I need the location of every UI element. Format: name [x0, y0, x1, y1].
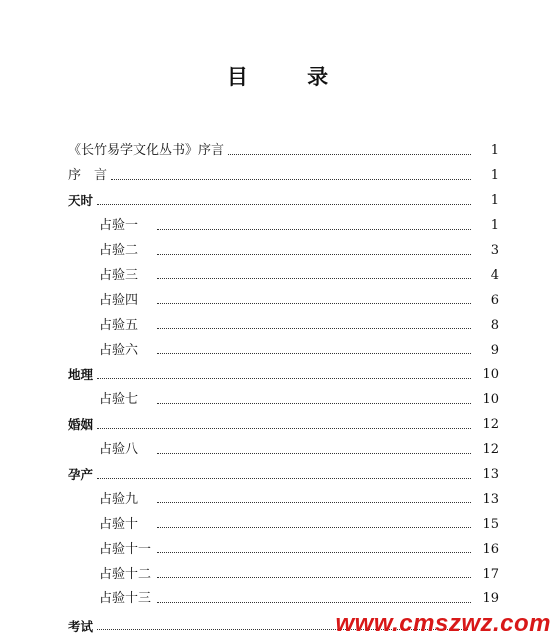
toc-page-number: 19 — [482, 591, 499, 607]
toc-entry-label: 占验十三 — [99, 591, 152, 607]
toc-entry-label: 占验一 — [99, 218, 139, 234]
toc-entry-label: 占验十 — [99, 516, 139, 532]
toc-section-entry[interactable] — [0, 363, 555, 388]
toc-page-number: 17 — [482, 566, 499, 582]
toc-page-number: 12 — [482, 442, 499, 458]
toc-subentry[interactable] — [0, 239, 555, 264]
toc-subentry[interactable] — [0, 537, 555, 562]
toc-leader-dots — [157, 278, 471, 279]
toc-leader-dots — [157, 229, 471, 230]
toc-subentry[interactable] — [0, 562, 555, 587]
toc-section-entry[interactable] — [0, 139, 555, 164]
toc-entry-label: 《长竹易学文化丛书》序言 — [68, 143, 225, 159]
toc-leader-dots — [157, 577, 471, 578]
toc-page-number: 3 — [490, 243, 499, 258]
toc-page-number: 13 — [482, 467, 499, 483]
toc-section-entry[interactable] — [0, 413, 555, 438]
toc-section-entry[interactable] — [0, 463, 555, 488]
toc-leader-dots — [157, 254, 471, 255]
page-title: 目 录 — [226, 65, 355, 89]
toc-section-entry[interactable] — [0, 189, 555, 214]
toc-subentry[interactable] — [0, 512, 555, 537]
toc-leader-dots — [157, 353, 471, 354]
toc-leader-dots — [157, 303, 471, 304]
watermark-logo: www.cmszwz.com — [335, 610, 551, 637]
toc-entry-label: 占验二 — [99, 243, 139, 258]
toc-page-number: 1 — [490, 143, 499, 159]
toc-entry-label: 占验八 — [99, 442, 139, 458]
toc-page-number: 15 — [482, 516, 499, 532]
toc-entry-label: 占验五 — [99, 317, 139, 333]
toc-entry-label: 占验九 — [99, 491, 139, 507]
toc-page-number: 12 — [482, 417, 499, 433]
toc-leader-dots — [97, 428, 471, 429]
toc-subentry[interactable] — [0, 438, 555, 463]
toc-leader-dots — [157, 602, 471, 603]
toc-leader-dots — [157, 453, 471, 454]
toc-entry-label: 占验七 — [99, 392, 139, 408]
toc-page-number: 4 — [490, 267, 499, 283]
toc-leader-dots — [111, 179, 471, 180]
toc-entry-label: 天时 — [68, 193, 94, 209]
toc-entry-label: 占验四 — [99, 292, 139, 308]
toc-subentry[interactable] — [0, 338, 555, 363]
toc-leader-dots — [97, 378, 471, 379]
toc-leader-dots — [97, 478, 471, 479]
toc-entry-label: 孕产 — [68, 467, 94, 483]
toc-page-number: 16 — [482, 541, 499, 557]
toc-leader-dots — [157, 403, 471, 404]
toc-leader-dots — [157, 527, 471, 528]
toc-entry-label: 占验六 — [99, 342, 139, 358]
toc-page-number: 6 — [490, 292, 499, 308]
toc-page-number: 9 — [490, 342, 499, 358]
table-of-contents — [0, 139, 555, 612]
toc-page-number: 10 — [482, 367, 499, 383]
toc-subentry[interactable] — [0, 313, 555, 338]
toc-subentry[interactable] — [0, 388, 555, 413]
toc-leader-dots — [228, 154, 471, 155]
toc-entry-label: 考试 — [68, 619, 94, 634]
toc-page-number: 13 — [482, 491, 499, 507]
toc-page-number: 10 — [482, 392, 499, 408]
toc-subentry[interactable] — [0, 587, 555, 612]
toc-leader-dots — [97, 204, 471, 205]
toc-entry-label: 占验十一 — [99, 541, 152, 557]
toc-subentry[interactable] — [0, 263, 555, 288]
toc-entry-label: 占验三 — [99, 267, 139, 283]
toc-page-number: 1 — [490, 218, 499, 234]
toc-leader-dots — [157, 502, 471, 503]
toc-entry-label: 婚姻 — [68, 417, 94, 433]
toc-leader-dots — [157, 328, 471, 329]
toc-entry-label: 序 言 — [68, 168, 108, 184]
toc-page-number: 1 — [490, 168, 499, 184]
toc-page-number: 1 — [490, 193, 499, 209]
toc-leader-dots — [157, 552, 471, 553]
toc-subentry[interactable] — [0, 288, 555, 313]
toc-entry-label: 地理 — [68, 367, 94, 383]
toc-page-number: 8 — [490, 317, 499, 333]
toc-subentry[interactable] — [0, 214, 555, 239]
toc-entry-label: 占验十二 — [99, 566, 152, 582]
toc-section-entry[interactable] — [0, 164, 555, 189]
toc-subentry[interactable] — [0, 487, 555, 512]
